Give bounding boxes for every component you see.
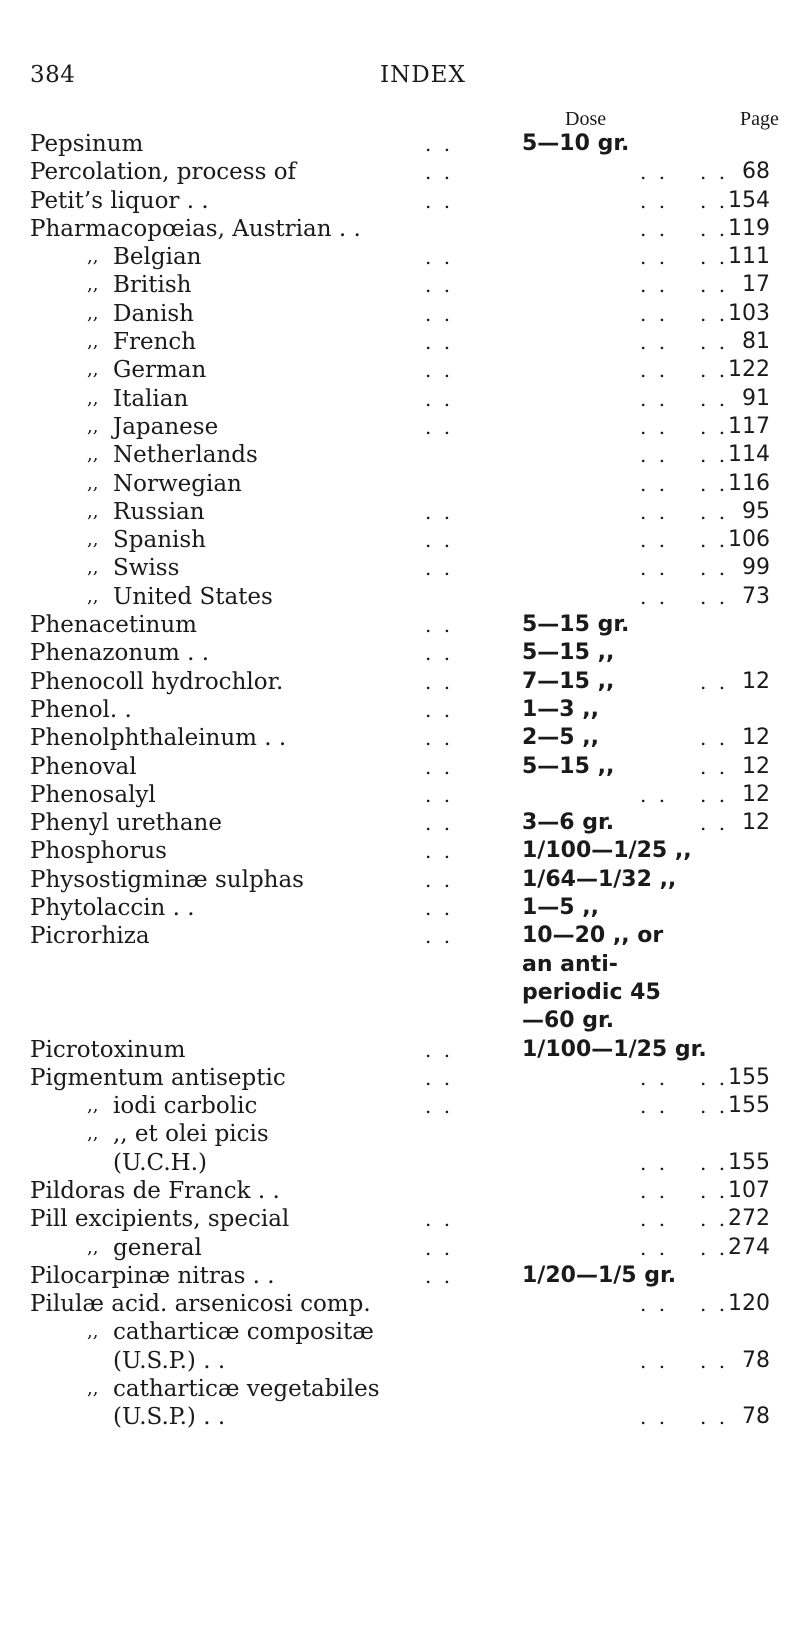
entry-dose: 1/20—1/5 gr. <box>522 1262 677 1288</box>
leader-dots: . . <box>425 414 454 439</box>
leader-dots: . . <box>640 499 669 524</box>
entry-name: Pepsinum <box>30 131 144 157</box>
entry-name: French <box>113 329 197 356</box>
index-entry <box>0 1318 800 1346</box>
leader-dots: . . <box>425 188 454 213</box>
leader-dots: . . <box>700 273 729 298</box>
leader-dots: . . <box>425 613 454 638</box>
leader-dots: . . <box>700 1207 729 1232</box>
entry-page-number: 106 <box>728 527 770 553</box>
entry-name: United States <box>113 583 273 610</box>
index-entry <box>0 1375 800 1403</box>
ditto-mark: ,, <box>87 1236 99 1258</box>
index-entry <box>0 894 800 922</box>
entry-page-number: 17 <box>742 272 770 298</box>
index-entry <box>0 1120 800 1148</box>
entry-name: Picrotoxinum <box>30 1036 186 1063</box>
leader-dots: . . <box>425 697 454 722</box>
entry-dose: 5—15 ,, <box>522 753 615 779</box>
leader-dots: . . <box>700 584 729 609</box>
entry-dose: 1—3 ,, <box>522 696 599 722</box>
entry-page-number: 12 <box>742 753 770 779</box>
leader-dots: . . <box>425 358 454 383</box>
index-entry <box>0 668 800 696</box>
entry-page-number: 99 <box>742 555 770 581</box>
entry-name: Pildoras de Franck . . <box>30 1177 280 1204</box>
entry-name: (U.C.H.) <box>113 1149 207 1176</box>
leader-dots: . . <box>425 245 454 270</box>
index-entry <box>0 215 800 243</box>
entry-name: Belgian <box>113 244 202 271</box>
entry-name: Picrorhiza <box>30 923 150 950</box>
leader-dots: . . <box>425 499 454 524</box>
ditto-mark: ,, <box>87 302 99 324</box>
leader-dots: . . <box>640 1065 669 1090</box>
ditto-mark: ,, <box>87 444 99 466</box>
entry-page-number: 155 <box>728 1093 770 1119</box>
leader-dots: . . <box>425 1207 454 1232</box>
entry-name: catharticæ compositæ <box>113 1319 374 1346</box>
leader-dots: . . <box>640 528 669 553</box>
index-entry <box>0 187 800 215</box>
index-entry <box>0 328 800 356</box>
leader-dots: . . <box>425 924 454 949</box>
index-entry <box>0 130 800 158</box>
entry-name: Pilocarpinæ nitras . . <box>30 1262 275 1289</box>
leader-dots: . . <box>700 1150 729 1175</box>
leader-dots: . . <box>640 386 669 411</box>
leader-dots: . . <box>640 330 669 355</box>
entry-page-number: 81 <box>742 329 770 355</box>
entry-page-number: 117 <box>728 413 770 439</box>
leader-dots: . . <box>700 1094 729 1119</box>
leader-dots: . . <box>425 782 454 807</box>
leader-dots: . . <box>700 1292 729 1317</box>
leader-dots: . . <box>700 556 729 581</box>
leader-dots: . . <box>425 386 454 411</box>
leader-dots: . . <box>640 301 669 326</box>
entry-name: Phenosalyl <box>30 781 156 808</box>
leader-dots: . . <box>425 1263 454 1288</box>
leader-dots: . . <box>425 1037 454 1062</box>
index-entry <box>0 1036 800 1064</box>
index-entry <box>0 554 800 582</box>
index-entry <box>0 300 800 328</box>
entry-dose: 5—15 gr. <box>522 612 630 638</box>
leader-dots: . . <box>700 1405 729 1430</box>
dose-column-header: Dose <box>565 108 607 130</box>
ditto-mark: ,, <box>87 387 99 409</box>
index-entry <box>0 866 800 894</box>
index-entry <box>0 951 800 979</box>
page-title: INDEX <box>380 62 466 88</box>
entry-dose: 1/100—1/25 gr. <box>522 1036 707 1062</box>
leader-dots: . . <box>425 839 454 864</box>
leader-dots: . . <box>700 386 729 411</box>
entry-page-number: 155 <box>728 1149 770 1175</box>
entry-dose: 1—5 ,, <box>522 895 599 921</box>
leader-dots: . . <box>640 188 669 213</box>
leader-dots: . . <box>640 160 669 185</box>
index-entry <box>0 385 800 413</box>
leader-dots: . . <box>700 1178 729 1203</box>
index-entry <box>0 1205 800 1233</box>
ditto-mark: ,, <box>87 1321 99 1343</box>
leader-dots: . . <box>700 669 729 694</box>
index-entry <box>0 781 800 809</box>
leader-dots: . . <box>425 301 454 326</box>
entry-page-number: 107 <box>728 1177 770 1203</box>
index-entry <box>0 724 800 752</box>
leader-dots: . . <box>425 1235 454 1260</box>
leader-dots: . . <box>700 528 729 553</box>
entry-page-number: 111 <box>728 244 770 270</box>
entry-name: Phenyl urethane <box>30 810 222 837</box>
entry-page-number: 122 <box>728 357 770 383</box>
ditto-mark: ,, <box>87 529 99 551</box>
leader-dots: . . <box>640 1094 669 1119</box>
entry-page-number: 154 <box>728 187 770 213</box>
ditto-mark: ,, <box>87 1095 99 1117</box>
entry-dose: 3—6 gr. <box>522 810 615 836</box>
index-entry <box>0 583 800 611</box>
entry-dose: 7—15 ,, <box>522 668 615 694</box>
leader-dots: . . <box>640 1178 669 1203</box>
leader-dots: . . <box>700 414 729 439</box>
leader-dots: . . <box>700 245 729 270</box>
leader-dots: . . <box>700 754 729 779</box>
entry-dose: 2—5 ,, <box>522 725 599 751</box>
ditto-mark: ,, <box>87 359 99 381</box>
entry-name: general <box>113 1234 202 1261</box>
leader-dots: . . <box>425 273 454 298</box>
leader-dots: . . <box>640 358 669 383</box>
index-entry <box>0 837 800 865</box>
leader-dots: . . <box>640 1235 669 1260</box>
index-entry <box>0 922 800 950</box>
leader-dots: . . <box>700 188 729 213</box>
ditto-mark: ,, <box>87 500 99 522</box>
index-entry <box>0 696 800 724</box>
leader-dots: . . <box>700 782 729 807</box>
index-entry <box>0 1290 800 1318</box>
entry-name: Physostigminæ sulphas <box>30 866 304 893</box>
leader-dots: . . <box>700 1235 729 1260</box>
leader-dots: . . <box>640 1207 669 1232</box>
entry-name: (U.S.P.) . . <box>113 1347 226 1374</box>
entry-name: Russian <box>113 498 205 525</box>
index-entry <box>0 979 800 1007</box>
index-entry <box>0 1092 800 1120</box>
index-entry <box>0 1064 800 1092</box>
index-entry <box>0 1234 800 1262</box>
entry-dose: 1/64—1/32 ,, <box>522 866 677 892</box>
entry-page-number: 12 <box>742 725 770 751</box>
entry-name: ,, et olei picis <box>113 1121 269 1148</box>
index-entry <box>0 753 800 781</box>
entry-name: Phenol. . <box>30 696 132 723</box>
leader-dots: . . <box>425 330 454 355</box>
ditto-mark: ,, <box>87 1378 99 1400</box>
entry-name: Phenocoll hydrochlor. <box>30 668 284 695</box>
leader-dots: . . <box>700 499 729 524</box>
leader-dots: . . <box>640 245 669 270</box>
leader-dots: . . <box>425 896 454 921</box>
entry-name: Phenolphthaleinum . . <box>30 725 287 752</box>
entry-page-number: 12 <box>742 781 770 807</box>
entry-page-number: 274 <box>728 1234 770 1260</box>
entry-name: Phosphorus <box>30 838 167 865</box>
leader-dots: . . <box>640 1405 669 1430</box>
leader-dots: . . <box>425 726 454 751</box>
index-entry <box>0 498 800 526</box>
ditto-mark: ,, <box>87 557 99 579</box>
ditto-mark: ,, <box>87 415 99 437</box>
entry-page-number: 103 <box>728 300 770 326</box>
entry-page-number: 73 <box>742 583 770 609</box>
entry-name: German <box>113 357 207 384</box>
leader-dots: . . <box>700 301 729 326</box>
entry-page-number: 12 <box>742 668 770 694</box>
entry-page-number: 119 <box>728 215 770 241</box>
entry-name: Spanish <box>113 527 206 554</box>
leader-dots: . . <box>640 556 669 581</box>
leader-dots: . . <box>425 160 454 185</box>
entry-name: Pilulæ acid. arsenicosi comp. <box>30 1291 371 1318</box>
entry-page-number: 120 <box>728 1291 770 1317</box>
entry-name: Netherlands <box>113 442 258 469</box>
leader-dots: . . <box>425 132 454 156</box>
index-entry <box>0 1149 800 1177</box>
entry-page-number: 272 <box>728 1206 770 1232</box>
leader-dots: . . <box>700 1065 729 1090</box>
entry-name: British <box>113 272 192 299</box>
leader-dots: . . <box>700 471 729 496</box>
ditto-mark: ,, <box>87 246 99 268</box>
leader-dots: . . <box>640 273 669 298</box>
entry-page-number: 78 <box>742 1347 770 1373</box>
index-entry <box>0 243 800 271</box>
leader-dots: . . <box>700 811 729 836</box>
leader-dots: . . <box>700 330 729 355</box>
index-entry <box>0 1007 800 1035</box>
entry-name: Swiss <box>113 555 180 582</box>
entry-page-number: 12 <box>742 810 770 836</box>
leader-dots: . . <box>700 160 729 185</box>
entry-name: Phenoval <box>30 753 137 780</box>
entry-name: Danish <box>113 300 194 327</box>
leader-dots: . . <box>700 358 729 383</box>
entry-page-number: 68 <box>742 159 770 185</box>
entry-name: Pill excipients, special <box>30 1206 290 1233</box>
index-entries <box>0 130 800 1432</box>
leader-dots: . . <box>640 782 669 807</box>
leader-dots: . . <box>700 216 729 241</box>
entry-name: iodi carbolic <box>113 1093 258 1120</box>
leader-dots: . . <box>640 443 669 468</box>
entry-name: Italian <box>113 385 189 412</box>
index-entry <box>0 1347 800 1375</box>
index-entry <box>0 1262 800 1290</box>
entry-page-number: 91 <box>742 385 770 411</box>
entry-name: Phenazonum . . <box>30 640 210 667</box>
leader-dots: . . <box>640 414 669 439</box>
leader-dots: . . <box>640 471 669 496</box>
entry-name: Petit’s liquor . . <box>30 187 209 214</box>
leader-dots: . . <box>700 1348 729 1373</box>
entry-name: catharticæ vegetabiles <box>113 1376 380 1403</box>
leader-dots: . . <box>425 1094 454 1119</box>
index-entry <box>0 809 800 837</box>
entry-dose: periodic 45 <box>522 979 661 1005</box>
entry-page-number: 155 <box>728 1064 770 1090</box>
leader-dots: . . <box>640 1150 669 1175</box>
entry-name: Phenacetinum <box>30 612 197 639</box>
page-number: 384 <box>30 62 76 88</box>
index-entry <box>0 271 800 299</box>
index-entry <box>0 356 800 384</box>
page-column-header: Page <box>740 108 779 130</box>
index-entry <box>0 470 800 498</box>
entry-name: (U.S.P.) . . <box>113 1404 226 1431</box>
entry-name: Phytolaccin . . <box>30 895 195 922</box>
ditto-mark: ,, <box>87 274 99 296</box>
index-entry <box>0 158 800 186</box>
entry-dose: 1/100—1/25 ,, <box>522 838 692 864</box>
leader-dots: . . <box>425 669 454 694</box>
entry-name: Pigmentum antiseptic <box>30 1064 286 1091</box>
leader-dots: . . <box>425 1065 454 1090</box>
leader-dots: . . <box>425 754 454 779</box>
entry-dose: an anti- <box>522 951 618 977</box>
entry-dose: —60 gr. <box>522 1008 615 1034</box>
ditto-mark: ,, <box>87 585 99 607</box>
index-entry <box>0 611 800 639</box>
entry-page-number: 116 <box>728 470 770 496</box>
entry-name: Percolation, process of <box>30 159 297 186</box>
leader-dots: . . <box>640 1348 669 1373</box>
leader-dots: . . <box>425 811 454 836</box>
page-header <box>0 62 800 96</box>
entry-dose: 5—15 ,, <box>522 640 615 666</box>
entry-name: Japanese <box>113 413 219 440</box>
index-entry <box>0 1177 800 1205</box>
entry-dose: 5—10 gr. <box>522 131 630 156</box>
leader-dots: . . <box>700 443 729 468</box>
index-entry <box>0 413 800 441</box>
ditto-mark: ,, <box>87 472 99 494</box>
index-entry <box>0 1403 800 1431</box>
leader-dots: . . <box>425 867 454 892</box>
index-entry <box>0 639 800 667</box>
ditto-mark: ,, <box>87 1123 99 1145</box>
index-entry <box>0 441 800 469</box>
entry-name: Pharmacopœias, Austrian . . <box>30 215 361 242</box>
entry-dose: 10—20 ,, or <box>522 923 664 949</box>
leader-dots: . . <box>640 584 669 609</box>
leader-dots: . . <box>425 641 454 666</box>
entry-name: Norwegian <box>113 470 242 497</box>
entry-page-number: 114 <box>728 442 770 468</box>
leader-dots: . . <box>640 216 669 241</box>
leader-dots: . . <box>425 556 454 581</box>
ditto-mark: ,, <box>87 331 99 353</box>
leader-dots: . . <box>700 726 729 751</box>
entry-page-number: 78 <box>742 1404 770 1430</box>
leader-dots: . . <box>425 528 454 553</box>
index-entry <box>0 526 800 554</box>
leader-dots: . . <box>640 1292 669 1317</box>
entry-page-number: 95 <box>742 498 770 524</box>
